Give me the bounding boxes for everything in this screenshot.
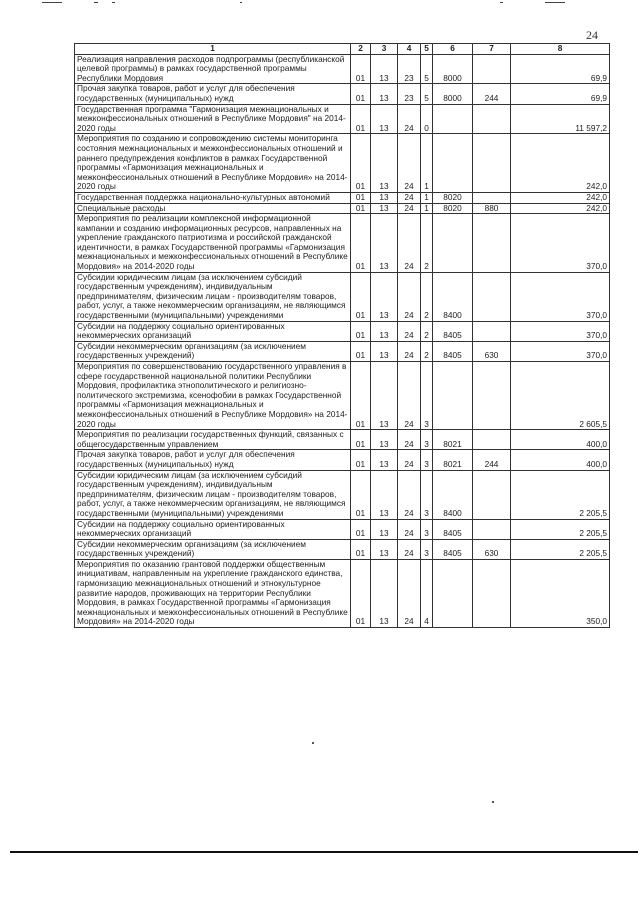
budget-table	[74, 43, 610, 628]
row-name-cell: Мероприятия по оказанию грантовой поддержки общественным инициативам, направленным на укрепление гражданского единства, гармонизацию межнациональных отношений и этнокультурное развитие народов, проживающих на территории Республики Мордовия, в рамках Государственной программы «Гармонизация межнациональных и межконфессиональных отношений в Республике Мордовия» на 2014-2020 годы	[75, 559, 351, 627]
table-row	[75, 54, 610, 84]
row-name-cell: Субсидии на поддержку социально ориентированных некоммерческих организаций	[75, 519, 351, 539]
row-value-cell: 8400	[433, 272, 473, 321]
header-cell: 5	[421, 44, 433, 55]
row-value-cell	[433, 134, 473, 193]
table-row	[75, 214, 610, 273]
row-value-cell: 24	[398, 104, 421, 134]
row-value-cell	[433, 362, 473, 430]
row-name-cell: Субсидии юридическим лицам (за исключением субсидий государственным учреждениям), индивидуальным предпринимателям, физическим лицам - производителям товаров, работ, услуг, а также некоммерческим организациям, не являющимся государственными (муниципальными) учреждениями	[75, 470, 351, 519]
row-value-cell: 2 205,5	[511, 539, 610, 559]
row-value-cell: 13	[371, 519, 398, 539]
row-value-cell: 8000	[433, 84, 473, 104]
row-value-cell: 400,0	[511, 430, 610, 450]
row-value-cell: 24	[398, 430, 421, 450]
row-value-cell	[473, 54, 511, 84]
table-row	[75, 519, 610, 539]
row-value-cell: 1	[421, 134, 433, 193]
row-name-cell: Специальные расходы	[75, 203, 351, 214]
row-value-cell: 13	[371, 559, 398, 627]
row-value-cell: 24	[398, 272, 421, 321]
row-value-cell: 2	[421, 214, 433, 273]
row-value-cell: 01	[351, 362, 371, 430]
row-value-cell: 01	[351, 430, 371, 450]
row-value-cell	[433, 214, 473, 273]
row-value-cell: 24	[398, 321, 421, 341]
row-value-cell: 24	[398, 134, 421, 193]
row-value-cell	[473, 362, 511, 430]
row-value-cell: 3	[421, 519, 433, 539]
row-value-cell: 01	[351, 470, 371, 519]
table-row	[75, 341, 610, 361]
row-value-cell: 242,0	[511, 203, 610, 214]
row-value-cell: 2 205,5	[511, 519, 610, 539]
row-value-cell: 8405	[433, 321, 473, 341]
row-value-cell: 24	[398, 450, 421, 470]
row-value-cell	[433, 104, 473, 134]
header-cell: 8	[511, 44, 610, 55]
header-cell: 7	[473, 44, 511, 55]
row-value-cell: 01	[351, 134, 371, 193]
table-row	[75, 539, 610, 559]
row-value-cell	[473, 272, 511, 321]
row-value-cell: 01	[351, 214, 371, 273]
row-value-cell: 1	[421, 192, 433, 203]
row-value-cell: 13	[371, 450, 398, 470]
row-value-cell: 01	[351, 519, 371, 539]
header-cell: 4	[398, 44, 421, 55]
header-cell: 3	[371, 44, 398, 55]
row-value-cell: 8400	[433, 470, 473, 519]
row-value-cell: 01	[351, 539, 371, 559]
row-value-cell	[473, 559, 511, 627]
row-value-cell: 2 205,5	[511, 470, 610, 519]
row-name-cell: Субсидии некоммерческим организациям (за исключением государственных учреждений)	[75, 341, 351, 361]
row-value-cell: 13	[371, 470, 398, 519]
row-name-cell: Мероприятия по реализации комплексной информационной кампании и созданию информационных ресурсов, направленных на укрепление гражданского патриотизма и российской гражданской идентичности, в рамках Государственной программы «Гармонизация межнациональных и межконфессиональных отношений в Республике Мордовия» на 2014-2020 годы	[75, 214, 351, 273]
table-row	[75, 450, 610, 470]
row-value-cell: 11 597,2	[511, 104, 610, 134]
row-value-cell: 01	[351, 54, 371, 84]
row-value-cell: 400,0	[511, 450, 610, 470]
row-value-cell: 01	[351, 341, 371, 361]
row-value-cell: 630	[473, 539, 511, 559]
row-value-cell: 24	[398, 362, 421, 430]
row-value-cell: 370,0	[511, 341, 610, 361]
row-value-cell: 630	[473, 341, 511, 361]
header-cell: 2	[351, 44, 371, 55]
row-value-cell	[473, 519, 511, 539]
row-name-cell: Мероприятия по реализации государственных функций, связанных с общегосударственным управлением	[75, 430, 351, 450]
table-row	[75, 192, 610, 203]
row-value-cell: 5	[421, 54, 433, 84]
row-value-cell: 8021	[433, 430, 473, 450]
row-value-cell: 8020	[433, 192, 473, 203]
row-value-cell: 24	[398, 470, 421, 519]
page-number: 24	[586, 28, 598, 42]
row-value-cell: 2	[421, 321, 433, 341]
row-value-cell: 242,0	[511, 192, 610, 203]
row-value-cell: 13	[371, 321, 398, 341]
row-name-cell: Субсидии юридическим лицам (за исключением субсидий государственным учреждениям), индивидуальным предпринимателям, физическим лицам - производителям товаров, работ, услуг, а также некоммерческим организациям, не являющимся государственными (муниципальными) учреждениями	[75, 272, 351, 321]
row-value-cell: 24	[398, 203, 421, 214]
row-value-cell: 5	[421, 84, 433, 104]
scan-edge	[0, 0, 640, 10]
row-name-cell: Субсидии на поддержку социально ориентированных некоммерческих организаций	[75, 321, 351, 341]
row-value-cell: 8405	[433, 539, 473, 559]
row-value-cell: 2 605,5	[511, 362, 610, 430]
row-value-cell: 13	[371, 362, 398, 430]
row-name-cell: Государственная программа "Гармонизация межнациональных и межконфессиональных отношений в Республике Мордовия" на 2014-2020 годы	[75, 104, 351, 134]
row-value-cell: 3	[421, 450, 433, 470]
row-value-cell: 1	[421, 203, 433, 214]
bottom-rule	[10, 851, 638, 853]
row-value-cell: 23	[398, 54, 421, 84]
row-value-cell: 13	[371, 203, 398, 214]
row-value-cell: 244	[473, 450, 511, 470]
row-value-cell: 01	[351, 450, 371, 470]
row-value-cell: 13	[371, 192, 398, 203]
row-value-cell: 13	[371, 54, 398, 84]
row-value-cell: 4	[421, 559, 433, 627]
row-value-cell: 13	[371, 214, 398, 273]
table-row	[75, 362, 610, 430]
row-value-cell: 350,0	[511, 559, 610, 627]
row-value-cell: 01	[351, 559, 371, 627]
row-name-cell: Прочая закупка товаров, работ и услуг для обеспечения государственных (муниципальных) нужд	[75, 450, 351, 470]
row-value-cell: 01	[351, 84, 371, 104]
row-value-cell: 01	[351, 272, 371, 321]
row-name-cell: Государственная поддержка национально-культурных автономий	[75, 192, 351, 203]
header-cell: 6	[433, 44, 473, 55]
row-value-cell: 370,0	[511, 321, 610, 341]
row-value-cell: 23	[398, 84, 421, 104]
row-value-cell: 69,9	[511, 84, 610, 104]
row-value-cell: 01	[351, 203, 371, 214]
row-value-cell: 8405	[433, 341, 473, 361]
row-value-cell: 8020	[433, 203, 473, 214]
scan-speck	[492, 801, 494, 803]
table-row	[75, 84, 610, 104]
table-row	[75, 272, 610, 321]
row-value-cell: 13	[371, 341, 398, 361]
row-value-cell: 01	[351, 192, 371, 203]
row-value-cell: 370,0	[511, 214, 610, 273]
row-value-cell: 2	[421, 341, 433, 361]
row-value-cell: 13	[371, 84, 398, 104]
row-value-cell	[473, 214, 511, 273]
table-row	[75, 430, 610, 450]
row-value-cell: 3	[421, 430, 433, 450]
row-value-cell: 24	[398, 341, 421, 361]
row-value-cell: 3	[421, 539, 433, 559]
row-value-cell: 24	[398, 192, 421, 203]
table-row	[75, 321, 610, 341]
table-row	[75, 203, 610, 214]
row-value-cell: 8000	[433, 54, 473, 84]
row-name-cell: Мероприятия по созданию и сопровождению системы мониторинга состояния межнациональных и межконфессиональных отношений и раннего предупреждения конфликтов в рамках Государственной программы «Гармонизация межнациональных и межконфессиональных отношений в Республике Мордовия» на 2014-2020 годы	[75, 134, 351, 193]
row-value-cell	[433, 559, 473, 627]
row-value-cell	[473, 430, 511, 450]
row-value-cell: 8405	[433, 519, 473, 539]
row-value-cell: 2	[421, 272, 433, 321]
row-value-cell: 13	[371, 272, 398, 321]
row-value-cell: 0	[421, 104, 433, 134]
row-name-cell: Мероприятия по совершенствованию государственного управления в сфере государственной национальной политики Республики Мордовия, профилактика этнополитического и религиозно-политического экстремизма, ксенофобии в рамках Государственной программы «Гармонизация межнациональных и межконфессиональных отношений в Республике Мордовия» на 2014-2020 годы	[75, 362, 351, 430]
row-value-cell: 13	[371, 104, 398, 134]
row-value-cell: 880	[473, 203, 511, 214]
row-value-cell	[473, 134, 511, 193]
row-value-cell: 24	[398, 539, 421, 559]
row-value-cell: 8021	[433, 450, 473, 470]
row-value-cell: 13	[371, 134, 398, 193]
row-value-cell: 13	[371, 539, 398, 559]
row-value-cell: 24	[398, 559, 421, 627]
row-value-cell: 01	[351, 104, 371, 134]
row-name-cell: Субсидии некоммерческим организациям (за исключением государственных учреждений)	[75, 539, 351, 559]
row-value-cell: 13	[371, 430, 398, 450]
row-value-cell: 69,9	[511, 54, 610, 84]
row-value-cell: 3	[421, 470, 433, 519]
row-value-cell: 3	[421, 362, 433, 430]
row-name-cell: Реализация направления расходов подпрограммы (республиканской целевой программы) в рамках государственной программы Республики Мордовия	[75, 54, 351, 84]
header-row	[75, 44, 610, 55]
table-row	[75, 470, 610, 519]
row-value-cell: 244	[473, 84, 511, 104]
row-value-cell: 242,0	[511, 134, 610, 193]
row-value-cell: 01	[351, 321, 371, 341]
table-row	[75, 134, 610, 193]
row-value-cell	[473, 104, 511, 134]
row-value-cell	[473, 321, 511, 341]
header-cell: 1	[75, 44, 351, 55]
table-row	[75, 104, 610, 134]
row-value-cell	[473, 470, 511, 519]
row-name-cell: Прочая закупка товаров, работ и услуг для обеспечения государственных (муниципальных) нужд	[75, 84, 351, 104]
scan-speck	[312, 742, 314, 744]
row-value-cell: 24	[398, 519, 421, 539]
row-value-cell	[473, 192, 511, 203]
table-row	[75, 559, 610, 627]
row-value-cell: 370,0	[511, 272, 610, 321]
row-value-cell: 24	[398, 214, 421, 273]
